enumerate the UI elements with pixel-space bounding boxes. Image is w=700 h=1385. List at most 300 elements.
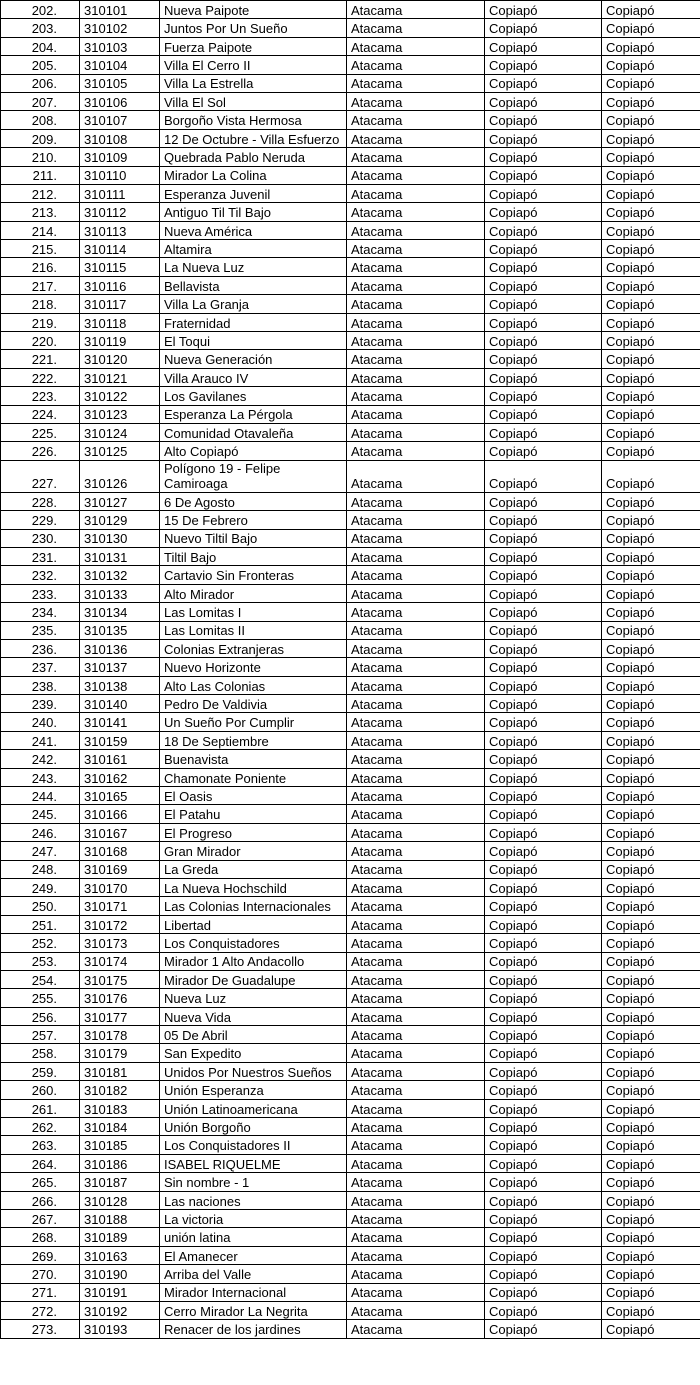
region-cell: Atacama bbox=[347, 1099, 485, 1117]
row-number-cell: 210. bbox=[1, 148, 80, 166]
region-cell: Atacama bbox=[347, 952, 485, 970]
settlement-name-cell: ISABEL RIQUELME bbox=[160, 1154, 347, 1172]
row-number-cell: 216. bbox=[1, 258, 80, 276]
settlement-name-cell: Las Lomitas I bbox=[160, 603, 347, 621]
province-cell: Copiapó bbox=[485, 1301, 602, 1319]
row-number-cell: 230. bbox=[1, 529, 80, 547]
region-cell: Atacama bbox=[347, 295, 485, 313]
code-cell: 310112 bbox=[80, 203, 160, 221]
commune-cell: Copiapó bbox=[602, 56, 700, 74]
settlement-name-cell: Alto Copiapó bbox=[160, 442, 347, 460]
province-cell: Copiapó bbox=[485, 1007, 602, 1025]
row-number-cell: 229. bbox=[1, 511, 80, 529]
settlement-name-cell: 6 De Agosto bbox=[160, 492, 347, 510]
code-cell: 310168 bbox=[80, 842, 160, 860]
table-row bbox=[1, 387, 700, 405]
table-row bbox=[1, 823, 700, 841]
province-cell: Copiapó bbox=[485, 713, 602, 731]
settlement-name-cell: Polígono 19 - Felipe Camiroaga bbox=[160, 460, 347, 492]
commune-cell: Copiapó bbox=[602, 639, 700, 657]
settlement-name-cell: unión latina bbox=[160, 1228, 347, 1246]
row-number-cell: 224. bbox=[1, 405, 80, 423]
code-cell: 310108 bbox=[80, 129, 160, 147]
province-cell: Copiapó bbox=[485, 423, 602, 441]
code-cell: 310165 bbox=[80, 787, 160, 805]
commune-cell: Copiapó bbox=[602, 1081, 700, 1099]
province-cell: Copiapó bbox=[485, 1265, 602, 1283]
code-cell: 310116 bbox=[80, 276, 160, 294]
settlement-name-cell: Las Colonias Internacionales bbox=[160, 897, 347, 915]
province-cell: Copiapó bbox=[485, 860, 602, 878]
row-number-cell: 264. bbox=[1, 1154, 80, 1172]
table-row bbox=[1, 313, 700, 331]
settlement-name-cell: Villa El Sol bbox=[160, 92, 347, 110]
province-cell: Copiapó bbox=[485, 1, 602, 19]
region-cell: Atacama bbox=[347, 1081, 485, 1099]
province-cell: Copiapó bbox=[485, 1062, 602, 1080]
province-cell: Copiapó bbox=[485, 621, 602, 639]
settlement-name-cell: Unión Borgoño bbox=[160, 1118, 347, 1136]
commune-cell: Copiapó bbox=[602, 915, 700, 933]
province-cell: Copiapó bbox=[485, 240, 602, 258]
commune-cell: Copiapó bbox=[602, 276, 700, 294]
commune-cell: Copiapó bbox=[602, 111, 700, 129]
table-row bbox=[1, 1301, 700, 1319]
table-row bbox=[1, 639, 700, 657]
settlement-name-cell: Alto Mirador bbox=[160, 584, 347, 602]
province-cell: Copiapó bbox=[485, 970, 602, 988]
row-number-cell: 253. bbox=[1, 952, 80, 970]
code-cell: 310126 bbox=[80, 460, 160, 492]
region-cell: Atacama bbox=[347, 19, 485, 37]
settlement-name-cell: Bellavista bbox=[160, 276, 347, 294]
settlement-name-cell: La Nueva Luz bbox=[160, 258, 347, 276]
code-cell: 310122 bbox=[80, 387, 160, 405]
commune-cell: Copiapó bbox=[602, 313, 700, 331]
province-cell: Copiapó bbox=[485, 1283, 602, 1301]
settlement-name-cell: Fuerza Paipote bbox=[160, 37, 347, 55]
row-number-cell: 204. bbox=[1, 37, 80, 55]
region-cell: Atacama bbox=[347, 805, 485, 823]
code-cell: 310111 bbox=[80, 184, 160, 202]
province-cell: Copiapó bbox=[485, 842, 602, 860]
province-cell: Copiapó bbox=[485, 1173, 602, 1191]
code-cell: 310113 bbox=[80, 221, 160, 239]
settlement-name-cell: Villa La Estrella bbox=[160, 74, 347, 92]
province-cell: Copiapó bbox=[485, 529, 602, 547]
commune-cell: Copiapó bbox=[602, 1118, 700, 1136]
province-cell: Copiapó bbox=[485, 313, 602, 331]
commune-cell: Copiapó bbox=[602, 1154, 700, 1172]
province-cell: Copiapó bbox=[485, 258, 602, 276]
commune-cell: Copiapó bbox=[602, 1099, 700, 1117]
region-cell: Atacama bbox=[347, 658, 485, 676]
row-number-cell: 211. bbox=[1, 166, 80, 184]
row-number-cell: 214. bbox=[1, 221, 80, 239]
row-number-cell: 206. bbox=[1, 74, 80, 92]
commune-cell: Copiapó bbox=[602, 240, 700, 258]
settlement-name-cell: Nueva Vida bbox=[160, 1007, 347, 1025]
table-row bbox=[1, 603, 700, 621]
table-row bbox=[1, 731, 700, 749]
code-cell: 310191 bbox=[80, 1283, 160, 1301]
row-number-cell: 236. bbox=[1, 639, 80, 657]
settlement-name-cell: Comunidad Otavaleña bbox=[160, 423, 347, 441]
code-cell: 310179 bbox=[80, 1044, 160, 1062]
commune-cell: Copiapó bbox=[602, 166, 700, 184]
code-cell: 310189 bbox=[80, 1228, 160, 1246]
commune-cell: Copiapó bbox=[602, 842, 700, 860]
region-cell: Atacama bbox=[347, 1265, 485, 1283]
region-cell: Atacama bbox=[347, 405, 485, 423]
commune-cell: Copiapó bbox=[602, 676, 700, 694]
region-cell: Atacama bbox=[347, 1228, 485, 1246]
settlement-name-cell: Villa El Cerro II bbox=[160, 56, 347, 74]
commune-cell: Copiapó bbox=[602, 184, 700, 202]
region-cell: Atacama bbox=[347, 529, 485, 547]
region-cell: Atacama bbox=[347, 1118, 485, 1136]
table-row bbox=[1, 56, 700, 74]
commune-cell: Copiapó bbox=[602, 368, 700, 386]
row-number-cell: 234. bbox=[1, 603, 80, 621]
commune-cell: Copiapó bbox=[602, 1246, 700, 1264]
region-cell: Atacama bbox=[347, 37, 485, 55]
region-cell: Atacama bbox=[347, 166, 485, 184]
settlement-name-cell: El Patahu bbox=[160, 805, 347, 823]
region-cell: Atacama bbox=[347, 313, 485, 331]
row-number-cell: 232. bbox=[1, 566, 80, 584]
row-number-cell: 250. bbox=[1, 897, 80, 915]
settlement-name-cell: Nueva América bbox=[160, 221, 347, 239]
code-cell: 310141 bbox=[80, 713, 160, 731]
code-cell: 310187 bbox=[80, 1173, 160, 1191]
commune-cell: Copiapó bbox=[602, 731, 700, 749]
table-row bbox=[1, 787, 700, 805]
code-cell: 310162 bbox=[80, 768, 160, 786]
table-row bbox=[1, 934, 700, 952]
province-cell: Copiapó bbox=[485, 295, 602, 313]
table-row bbox=[1, 166, 700, 184]
code-cell: 310127 bbox=[80, 492, 160, 510]
province-cell: Copiapó bbox=[485, 547, 602, 565]
commune-cell: Copiapó bbox=[602, 258, 700, 276]
province-cell: Copiapó bbox=[485, 584, 602, 602]
row-number-cell: 267. bbox=[1, 1210, 80, 1228]
row-number-cell: 263. bbox=[1, 1136, 80, 1154]
table-row bbox=[1, 768, 700, 786]
province-cell: Copiapó bbox=[485, 368, 602, 386]
province-cell: Copiapó bbox=[485, 989, 602, 1007]
province-cell: Copiapó bbox=[485, 511, 602, 529]
commune-cell: Copiapó bbox=[602, 1265, 700, 1283]
table-row bbox=[1, 1136, 700, 1154]
row-number-cell: 213. bbox=[1, 203, 80, 221]
row-number-cell: 243. bbox=[1, 768, 80, 786]
row-number-cell: 215. bbox=[1, 240, 80, 258]
settlement-name-cell: La Greda bbox=[160, 860, 347, 878]
table-row bbox=[1, 1210, 700, 1228]
table-row bbox=[1, 423, 700, 441]
region-cell: Atacama bbox=[347, 492, 485, 510]
code-cell: 310163 bbox=[80, 1246, 160, 1264]
settlement-name-cell: Renacer de los jardines bbox=[160, 1320, 347, 1338]
commune-cell: Copiapó bbox=[602, 37, 700, 55]
code-cell: 310125 bbox=[80, 442, 160, 460]
row-number-cell: 238. bbox=[1, 676, 80, 694]
table-row bbox=[1, 37, 700, 55]
code-cell: 310115 bbox=[80, 258, 160, 276]
table-row bbox=[1, 295, 700, 313]
row-number-cell: 245. bbox=[1, 805, 80, 823]
region-cell: Atacama bbox=[347, 915, 485, 933]
row-number-cell: 231. bbox=[1, 547, 80, 565]
code-cell: 310136 bbox=[80, 639, 160, 657]
province-cell: Copiapó bbox=[485, 1136, 602, 1154]
code-cell: 310121 bbox=[80, 368, 160, 386]
settlement-name-cell: Chamonate Poniente bbox=[160, 768, 347, 786]
code-cell: 310101 bbox=[80, 1, 160, 19]
settlement-name-cell: Unidos Por Nuestros Sueños bbox=[160, 1062, 347, 1080]
row-number-cell: 222. bbox=[1, 368, 80, 386]
province-cell: Copiapó bbox=[485, 1026, 602, 1044]
province-cell: Copiapó bbox=[485, 1044, 602, 1062]
province-cell: Copiapó bbox=[485, 166, 602, 184]
row-number-cell: 239. bbox=[1, 695, 80, 713]
settlement-name-cell: El Amanecer bbox=[160, 1246, 347, 1264]
code-cell: 310105 bbox=[80, 74, 160, 92]
table-row bbox=[1, 1154, 700, 1172]
code-cell: 310131 bbox=[80, 547, 160, 565]
table-row bbox=[1, 368, 700, 386]
table-row bbox=[1, 713, 700, 731]
region-cell: Atacama bbox=[347, 92, 485, 110]
table-row bbox=[1, 405, 700, 423]
region-cell: Atacama bbox=[347, 1154, 485, 1172]
code-cell: 310110 bbox=[80, 166, 160, 184]
commune-cell: Copiapó bbox=[602, 203, 700, 221]
commune-cell: Copiapó bbox=[602, 387, 700, 405]
code-cell: 310128 bbox=[80, 1191, 160, 1209]
table-row bbox=[1, 1228, 700, 1246]
code-cell: 310159 bbox=[80, 731, 160, 749]
province-cell: Copiapó bbox=[485, 1099, 602, 1117]
settlement-name-cell: 18 De Septiembre bbox=[160, 731, 347, 749]
commune-cell: Copiapó bbox=[602, 768, 700, 786]
commune-cell: Copiapó bbox=[602, 1283, 700, 1301]
code-cell: 310114 bbox=[80, 240, 160, 258]
region-cell: Atacama bbox=[347, 639, 485, 657]
table-row bbox=[1, 860, 700, 878]
table-row bbox=[1, 460, 700, 492]
settlement-name-cell: El Toqui bbox=[160, 332, 347, 350]
row-number-cell: 227. bbox=[1, 460, 80, 492]
row-number-cell: 240. bbox=[1, 713, 80, 731]
table-row bbox=[1, 1265, 700, 1283]
code-cell: 310172 bbox=[80, 915, 160, 933]
region-cell: Atacama bbox=[347, 566, 485, 584]
commune-cell: Copiapó bbox=[602, 1062, 700, 1080]
region-cell: Atacama bbox=[347, 989, 485, 1007]
table-row bbox=[1, 952, 700, 970]
table-row bbox=[1, 1283, 700, 1301]
code-cell: 310188 bbox=[80, 1210, 160, 1228]
table-row bbox=[1, 492, 700, 510]
commune-cell: Copiapó bbox=[602, 1026, 700, 1044]
settlement-name-cell: Los Conquistadores bbox=[160, 934, 347, 952]
region-cell: Atacama bbox=[347, 148, 485, 166]
province-cell: Copiapó bbox=[485, 805, 602, 823]
commune-cell: Copiapó bbox=[602, 129, 700, 147]
row-number-cell: 208. bbox=[1, 111, 80, 129]
settlement-name-cell: Fraternidad bbox=[160, 313, 347, 331]
region-cell: Atacama bbox=[347, 1044, 485, 1062]
code-cell: 310170 bbox=[80, 878, 160, 896]
province-cell: Copiapó bbox=[485, 897, 602, 915]
table-row bbox=[1, 970, 700, 988]
row-number-cell: 226. bbox=[1, 442, 80, 460]
settlement-name-cell: Mirador 1 Alto Andacollo bbox=[160, 952, 347, 970]
province-cell: Copiapó bbox=[485, 676, 602, 694]
commune-cell: Copiapó bbox=[602, 529, 700, 547]
region-cell: Atacama bbox=[347, 1283, 485, 1301]
table-row bbox=[1, 74, 700, 92]
settlement-name-cell: San Expedito bbox=[160, 1044, 347, 1062]
table-row bbox=[1, 111, 700, 129]
settlement-name-cell: El Progreso bbox=[160, 823, 347, 841]
commune-cell: Copiapó bbox=[602, 621, 700, 639]
region-cell: Atacama bbox=[347, 860, 485, 878]
commune-cell: Copiapó bbox=[602, 989, 700, 1007]
settlement-name-cell: Tiltil Bajo bbox=[160, 547, 347, 565]
province-cell: Copiapó bbox=[485, 1154, 602, 1172]
commune-cell: Copiapó bbox=[602, 1191, 700, 1209]
settlement-name-cell: Antiguo Til Til Bajo bbox=[160, 203, 347, 221]
code-cell: 310185 bbox=[80, 1136, 160, 1154]
province-cell: Copiapó bbox=[485, 952, 602, 970]
settlement-name-cell: Arriba del Valle bbox=[160, 1265, 347, 1283]
table-row bbox=[1, 1191, 700, 1209]
settlement-name-cell: Colonias Extranjeras bbox=[160, 639, 347, 657]
commune-cell: Copiapó bbox=[602, 492, 700, 510]
region-cell: Atacama bbox=[347, 584, 485, 602]
commune-cell: Copiapó bbox=[602, 1210, 700, 1228]
settlement-name-cell: Esperanza Juvenil bbox=[160, 184, 347, 202]
commune-cell: Copiapó bbox=[602, 442, 700, 460]
settlement-name-cell: Mirador De Guadalupe bbox=[160, 970, 347, 988]
row-number-cell: 235. bbox=[1, 621, 80, 639]
code-cell: 310175 bbox=[80, 970, 160, 988]
commune-cell: Copiapó bbox=[602, 460, 700, 492]
row-number-cell: 272. bbox=[1, 1301, 80, 1319]
commune-cell: Copiapó bbox=[602, 405, 700, 423]
settlement-name-cell: Unión Esperanza bbox=[160, 1081, 347, 1099]
code-cell: 310102 bbox=[80, 19, 160, 37]
province-cell: Copiapó bbox=[485, 148, 602, 166]
region-cell: Atacama bbox=[347, 621, 485, 639]
commune-cell: Copiapó bbox=[602, 787, 700, 805]
region-cell: Atacama bbox=[347, 1210, 485, 1228]
row-number-cell: 248. bbox=[1, 860, 80, 878]
settlement-name-cell: Villa La Granja bbox=[160, 295, 347, 313]
settlement-name-cell: El Oasis bbox=[160, 787, 347, 805]
commune-cell: Copiapó bbox=[602, 584, 700, 602]
table-row bbox=[1, 92, 700, 110]
code-cell: 310129 bbox=[80, 511, 160, 529]
settlement-name-cell: Quebrada Pablo Neruda bbox=[160, 148, 347, 166]
region-cell: Atacama bbox=[347, 1301, 485, 1319]
province-cell: Copiapó bbox=[485, 1246, 602, 1264]
row-number-cell: 242. bbox=[1, 750, 80, 768]
province-cell: Copiapó bbox=[485, 405, 602, 423]
code-cell: 310123 bbox=[80, 405, 160, 423]
row-number-cell: 270. bbox=[1, 1265, 80, 1283]
region-cell: Atacama bbox=[347, 74, 485, 92]
table-row bbox=[1, 750, 700, 768]
region-cell: Atacama bbox=[347, 1136, 485, 1154]
settlement-name-cell: Esperanza La Pérgola bbox=[160, 405, 347, 423]
commune-cell: Copiapó bbox=[602, 1301, 700, 1319]
code-cell: 310166 bbox=[80, 805, 160, 823]
table-row bbox=[1, 805, 700, 823]
region-cell: Atacama bbox=[347, 695, 485, 713]
region-cell: Atacama bbox=[347, 713, 485, 731]
region-cell: Atacama bbox=[347, 423, 485, 441]
region-cell: Atacama bbox=[347, 1007, 485, 1025]
table-row bbox=[1, 221, 700, 239]
row-number-cell: 249. bbox=[1, 878, 80, 896]
code-cell: 310106 bbox=[80, 92, 160, 110]
province-cell: Copiapó bbox=[485, 1210, 602, 1228]
row-number-cell: 268. bbox=[1, 1228, 80, 1246]
table-row bbox=[1, 1, 700, 19]
region-cell: Atacama bbox=[347, 1062, 485, 1080]
row-number-cell: 255. bbox=[1, 989, 80, 1007]
region-cell: Atacama bbox=[347, 547, 485, 565]
row-number-cell: 260. bbox=[1, 1081, 80, 1099]
row-number-cell: 219. bbox=[1, 313, 80, 331]
code-cell: 310118 bbox=[80, 313, 160, 331]
settlement-name-cell: Altamira bbox=[160, 240, 347, 258]
commune-cell: Copiapó bbox=[602, 603, 700, 621]
settlement-name-cell: La victoria bbox=[160, 1210, 347, 1228]
commune-cell: Copiapó bbox=[602, 658, 700, 676]
row-number-cell: 271. bbox=[1, 1283, 80, 1301]
code-cell: 310167 bbox=[80, 823, 160, 841]
province-cell: Copiapó bbox=[485, 658, 602, 676]
region-cell: Atacama bbox=[347, 934, 485, 952]
row-number-cell: 223. bbox=[1, 387, 80, 405]
province-cell: Copiapó bbox=[485, 129, 602, 147]
settlement-name-cell: Mirador Internacional bbox=[160, 1283, 347, 1301]
code-cell: 310193 bbox=[80, 1320, 160, 1338]
code-cell: 310176 bbox=[80, 989, 160, 1007]
row-number-cell: 209. bbox=[1, 129, 80, 147]
settlement-name-cell: Las naciones bbox=[160, 1191, 347, 1209]
table-row bbox=[1, 695, 700, 713]
code-cell: 310137 bbox=[80, 658, 160, 676]
table-row bbox=[1, 332, 700, 350]
region-cell: Atacama bbox=[347, 603, 485, 621]
region-cell: Atacama bbox=[347, 750, 485, 768]
region-cell: Atacama bbox=[347, 1246, 485, 1264]
region-cell: Atacama bbox=[347, 221, 485, 239]
table-row bbox=[1, 897, 700, 915]
code-cell: 310124 bbox=[80, 423, 160, 441]
row-number-cell: 220. bbox=[1, 332, 80, 350]
code-cell: 310117 bbox=[80, 295, 160, 313]
province-cell: Copiapó bbox=[485, 56, 602, 74]
region-cell: Atacama bbox=[347, 823, 485, 841]
